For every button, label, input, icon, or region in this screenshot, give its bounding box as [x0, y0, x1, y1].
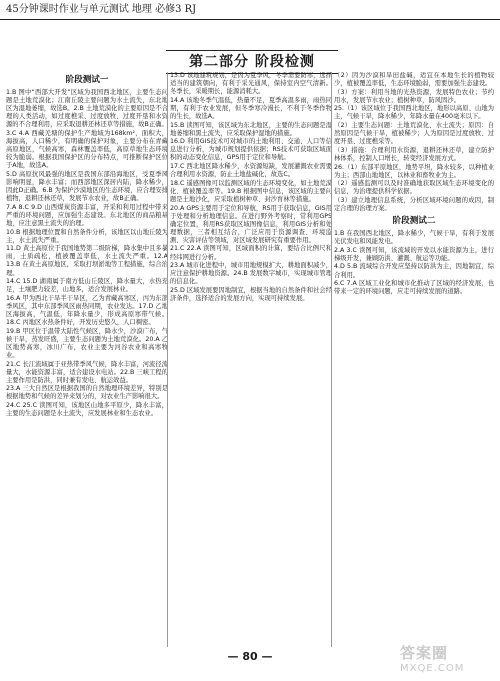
answer-paragraph: 20.A GPS主要用于定位和导航，RS用于获取信息，GIS用于处理和分析地理信息。在进行野外考察时，常利用GPS确定位置，利用RS获取区域图像信息，利用GIS分析和处理数据，三者相互结合，广泛应用于资源调查、环境监测、灾害评估等领域，对区域发展研究有重要作用。: [170, 204, 332, 244]
header-title: 45分钟课时作业与单元测试 地理 必修3 RJ: [6, 4, 197, 15]
page-number: — 80 —: [227, 650, 273, 663]
answer-paragraph: 26.（1）东部平原地区，地势平坦，降水较多，以种植业为主；西部山地地区，以林业和畜牧业为主。: [334, 163, 494, 179]
answer-column-3: [334, 72, 494, 647]
answer-paragraph: 23.A 城市化进程中，城市用地规模扩大，耕地面积减少，应注意保护耕地资源。24.B 发展数字城市，实现城市管理的信息化。: [170, 262, 332, 286]
answer-paragraph: 5.D 高原抗风最强的地区是我国东部沿海地区，受夏季风影响明显，降水丰富；而西部地区深居内陆，降水稀少，因此D正确。6.B 为保护沙漠地区的生态环境，应合理安排植物，退耕还林还草，发展节水农业，故B正确。: [6, 170, 168, 203]
answer-paragraph: 14.C 15.D 湖南属于南方低山丘陵区，降水量大，水热充足，土壤肥力较差，山地多，适合发展林业。: [6, 278, 168, 294]
answer-paragraph: 13.D 该地建筑规划，是因为夏季风，冬季需要防寒，选择适当的建筑朝向，有利于采光通风，保持室内空气清新。冬季长，采暖期长，能源消耗大。: [170, 72, 332, 96]
answer-paragraph: 18.C 遥感图像可以监测区域的生态环境变化，如土地荒漠化、植被覆盖率等。19.B 根据图中信息，该区域的主要问题是土地沙化，应采取植树种草、封沙育林等措施。: [170, 179, 332, 203]
answer-paragraph: 16.D 利用GIS技术可对城市的土地利用、交通、人口等信息进行分析，为城市规划提供依据；RS技术可获取区域面积的动态变化信息，GPS用于定位和导航。: [170, 138, 332, 162]
answer-paragraph: （3）建立地理信息系统，分析区域环境问题的成因，制定合理的治理方案。: [334, 196, 494, 212]
answer-paragraph: 25.（1）该区域位于我国西北地区，地形以高原、山地为主，气候干旱，降水稀少，年降水量在400毫米以下。: [334, 105, 494, 121]
answer-paragraph: 2.A 3.C 读图可知，该流域的开发以水能资源为主，进行梯级开发，兼顾防洪、灌溉、航运等功能。: [334, 246, 494, 262]
answer-paragraph: 11.D 黄土高原位于我国地势第二级阶梯，降水集中且多暴雨，土质疏松，植被覆盖率低，水土流失严重。12.A 13.B 在黄土高原地区，采取打坝淤地等工程措施，综合治理。: [6, 245, 168, 277]
watermark-main-text: 答案圈: [400, 644, 449, 662]
answer-paragraph: 1.B 图中“西部大开发”区域为我国西北地区，主要生态问题是土地荒漠化；江南丘陵主要问题为水土流失，东北地区为湿地萎缩，故选B。2.B 土地荒漠化的主要原因是不合理的人类活动，如过度樵采、过度放牧、过度开垦和水资源的不合理利用，应采取退耕还林还草等措施，故B正确。: [6, 89, 168, 129]
answer-paragraph: 1.B 在我国西北地区，降水稀少，气候干旱，有利于发展光伏发电和风能发电。: [334, 230, 494, 246]
answer-paragraph: 17.C 西北地区降水稀少，水资源短缺，发展灌溉农业需要合理利用水资源，防止土地盐碱化，故选C。: [170, 163, 332, 179]
answer-paragraph: 21.C 长江流域属于亚热带季风气候，降水丰富，河流径流量大，水能资源丰富，适合建设水电站。22.B 三峡工程的主要作用是防洪，同时兼有发电、航运效益。: [6, 360, 168, 384]
banner-title: 第二部分 阶段检测: [189, 54, 315, 70]
answer-paragraph: 24.C 25.C 读图可知，该地区山地多平原少，降水丰富，主要的生态问题是水土流失，应发展林业和生态农业。: [6, 402, 168, 418]
page-header: [0, 0, 500, 20]
answer-paragraph: 15.B 读图可知，该区域为东北地区，主要的生态问题是湿地萎缩和黑土流失，应采取保护湿地的措施。: [170, 121, 332, 137]
answer-column-1: [6, 72, 168, 647]
answer-paragraph: 6.C 7.A 区域工业化和城市化推动了区域的经济发展，也带来一定的环境问题，应走可持续发展的道路。: [334, 280, 494, 296]
answer-paragraph: 3.C 4.A 西藏羌塘的保护生产地域为168km²，面积大，海拔高，人口稀少，有明确的保护对象，主要分布在青藏高原地区，气候高寒，森林覆盖率低，高原草地生态环境较为脆弱。根据我国保护区的分布特点，可推断保护区位于A地，故选A。: [6, 129, 168, 170]
column-divider: [167, 72, 168, 647]
section-banner: [166, 50, 338, 74]
answer-paragraph: （3）方案：利用当地的光热资源，发展特色农业；节约用水，发展节水农业；植树种草，防风固沙。: [334, 88, 494, 104]
watermark-sub-text: MXQE.COM: [400, 663, 465, 674]
answer-paragraph: （2）主要生态问题：土地荒漠化、水土流失；原因：自然原因是气候干旱，植被稀少；人为原因是过度放牧、过度开垦、过度樵采等。: [334, 122, 494, 146]
answer-paragraph: （3）措施：合理利用水资源，退耕还林还草，建立防护林体系，控制人口增长，转变经济发展方式。: [334, 146, 494, 162]
answer-paragraph: （2）因为沙漠和旱田盐碱，适宜在本地生长的植物较少，植被覆盖率低，生态环境脆弱，需要加强生态建设。: [334, 72, 494, 88]
section-title-stage-test-2: 阶段测试二: [392, 216, 436, 227]
column-divider: [331, 72, 332, 647]
answer-paragraph: 16.A 甲为西北干旱半干旱区，乙为青藏高寒区，丙为东部季风区，其中东部季风区雨热同期，农业发达。17.D 乙地区海拔高，气温低，年降水量少，形成高原寒带气候。18.C 丙地区水热条件好，开发历史悠久，人口稠密。: [6, 294, 168, 327]
answer-paragraph: 21.C 22.A 读图可知，区域面积的计算，要结合比例尺和经纬网进行分析。: [170, 245, 332, 261]
answer-paragraph: 14.A 该地冬季气温低，热量不足，夏季高温多雨，雨热同期，有利于农业发展，但冬季寒冷漫长，不利于冬季作物的生长，故选A。: [170, 96, 332, 120]
answer-column-2: [170, 72, 332, 647]
watermark-logo: [400, 643, 496, 677]
section-title-stage-test-1: 阶段测试一: [65, 75, 109, 85]
answer-paragraph: 19.B 甲区位于温带大陆性气候区，降水少，沙漠广布，气候干旱，蒸发旺盛，主要生态问题为土地荒漠化。20.A 乙区地势高寒，冰川广布，农业主要为河谷农业和高寒牧业。: [6, 327, 168, 359]
answer-paragraph: 25.D 区域发展要因地制宜，根据当地的自然条件和社会经济条件，选择适合的发展方向，实现可持续发展。: [170, 286, 332, 303]
answer-paragraph: （2）遥感监测可以及时准确地获取区域生态环境变化的信息，为治理提供科学依据。: [334, 180, 494, 196]
answer-paragraph: 7.A 8.C 9.D 山西煤炭资源丰富，开采和利用过程中带来严重的环境问题，应加强生态建设。东北地区的商品粮基地，应注意黑土流失的治理。: [6, 203, 168, 227]
answer-paragraph: 4.D 5.B 流域综合开发应坚持以防洪为主，因地制宜，综合利用。: [334, 263, 494, 279]
answer-paragraph: 23.A 三大自然区是根据我国的自然地理环境差异，特别是根据地势和气候的差异来划分的，对农业生产影响很大。: [6, 385, 168, 401]
answer-paragraph: 10.B 根据地理位置和自然条件分析，该地区以山地丘陵为主，水土流失严重。: [6, 228, 168, 244]
